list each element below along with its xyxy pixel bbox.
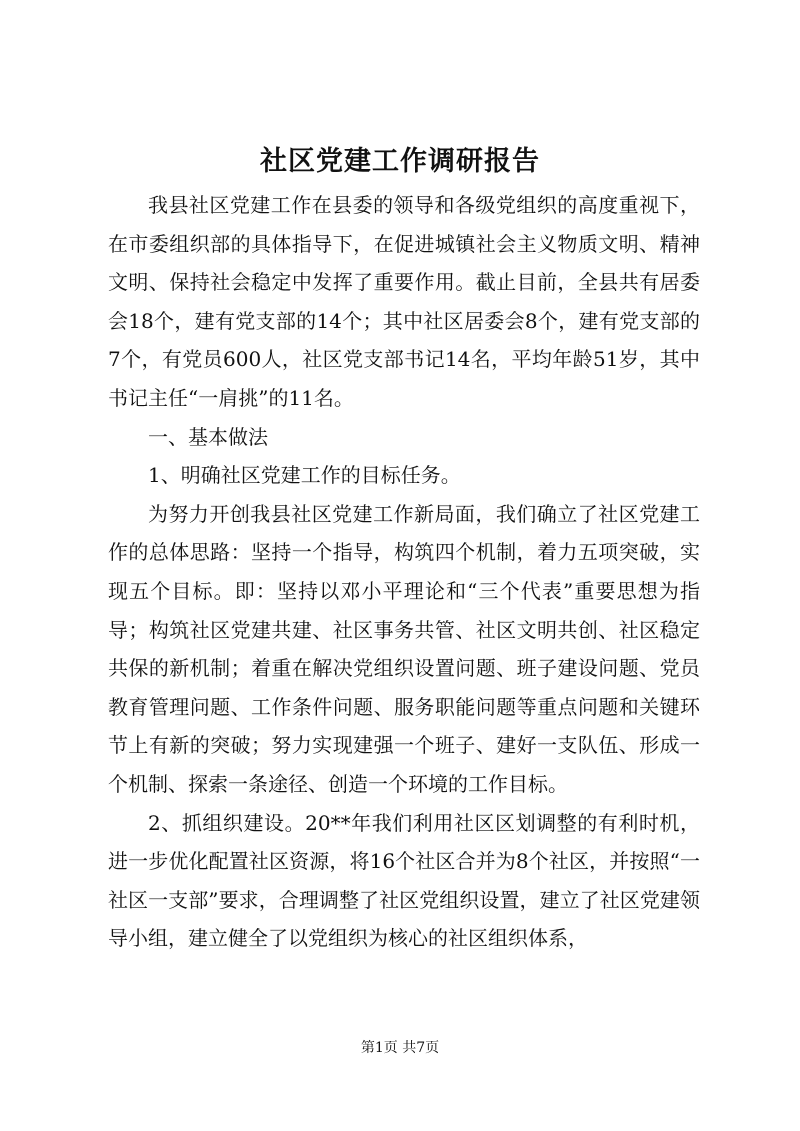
paragraph-approach: 为努力开创我县社区党建工作新局面，我们确立了社区党建工作的总体思路：坚持一个指导，构筑四个机制，着力五项突破，实现五个目标。即：坚持以邓小平理论和“三个代表”重要思想为指导；构筑社区党建共建、社区事务共管、社区文明共创、社区稳定共保的新机制；着重在解决党组织设置问题、班子建设问题、党员教育管理问题、工作条件问题、服务职能问题等重点问题和关键环节上有新的突破；努力实现建强一个班子、建好一支队伍、形成一个机制、探索一条途径、创造一个环境的工作目标。 — [108, 501, 700, 796]
paragraph-intro: 我县社区党建工作在县委的领导和各级党组织的高度重视下，在市委组织部的具体指导下，在促进城镇社会主义物质文明、精神文明、保持社会稳定中发挥了重要作用。截止目前，全县共有居委会18个，建有党支部的14个；其中社区居委会8个，建有党支部的7个，有党员600人，社区党支部书记14名，平均年龄51岁，其中书记主任“一肩挑”的11名。 — [108, 193, 700, 410]
paragraph-organization: 2、抓组织建设。20**年我们利用社区区划调整的有利时机，进一步优化配置社区资源，将16个社区合并为8个社区，并按照“一社区一支部”要求，合理调整了社区党组织设置，建立了社区党建领导小组，建立健全了以党组织为核心的社区组织体系， — [108, 810, 700, 951]
section-heading-basic-practices: 一、基本做法 — [148, 424, 268, 449]
subheading-goals: 1、明确社区党建工作的目标任务。 — [148, 463, 461, 488]
page-number: 第1页 共7页 — [360, 1040, 440, 1056]
document-body — [108, 186, 700, 958]
document-title: 社区党建工作调研报告 — [260, 146, 540, 177]
